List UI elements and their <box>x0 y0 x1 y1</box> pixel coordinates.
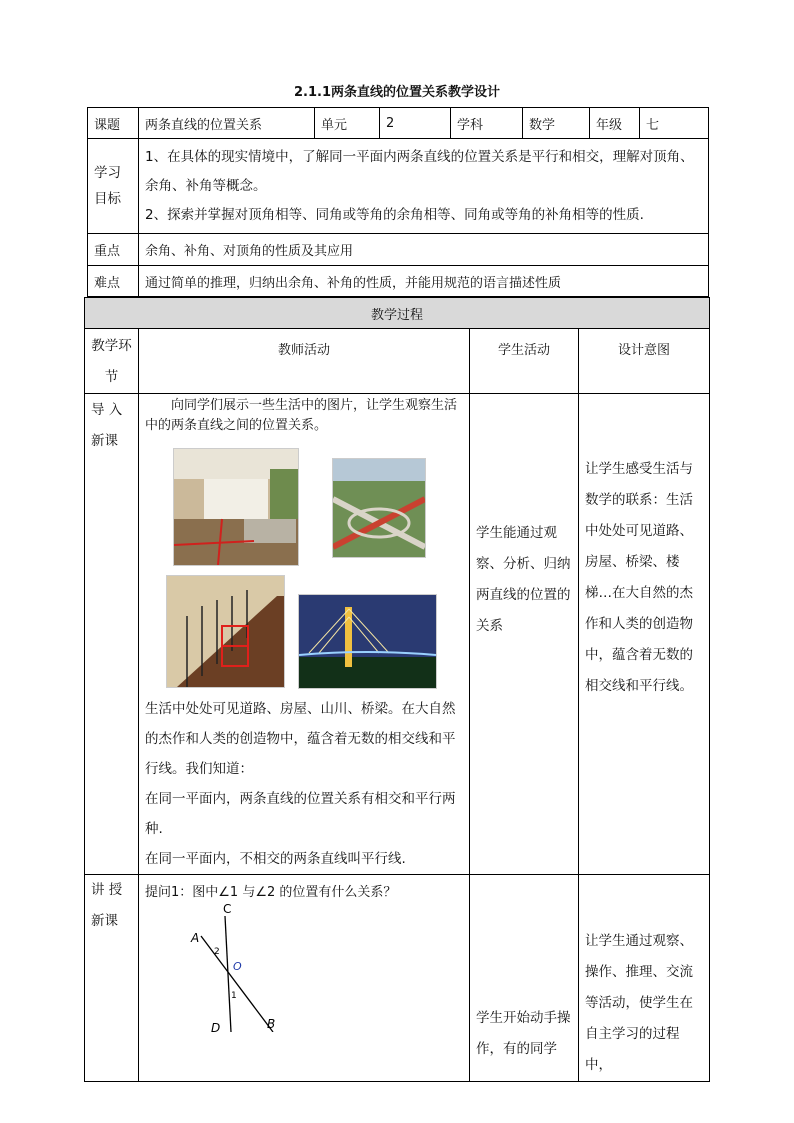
objectives-content <box>139 139 709 234</box>
info-table <box>87 107 709 297</box>
intro-stage: 导 入 新课 <box>85 394 139 875</box>
topic-label: 课题 <box>88 108 139 139</box>
process-header: 教学过程 <box>85 298 710 329</box>
col-teacher: 教师活动 <box>139 329 470 394</box>
col-design: 设计意图 <box>579 329 710 394</box>
lecture-teacher <box>139 875 470 1082</box>
label-a: A <box>191 931 200 945</box>
label-d: D <box>211 1021 221 1032</box>
label-o: O <box>233 960 242 973</box>
highway-interchange-photo <box>332 458 426 558</box>
grade-label: 年级 <box>590 108 640 139</box>
intro-paragraph-3: 在同一平面内，不相交的两条直线叫平行线. <box>145 851 406 867</box>
col-student: 学生活动 <box>470 329 579 394</box>
lecture-design: 让学生通过观察、操作、推理、交流等活动，使学生在自主学习的过程中， <box>579 875 710 1082</box>
process-table <box>84 297 710 1082</box>
intro-paragraph-1: 生活中处处可见道路、房屋、山川、桥梁。在大自然的杰作和人类的创造物中，蕴含着无数的相交线和平行线。我们知道： <box>145 701 456 777</box>
unit-label: 单元 <box>315 108 380 139</box>
document-title: 2.1.1两条直线的位置关系教学设计 <box>293 85 500 100</box>
intro-design: 让学生感受生活与数学的联系：生活中处处可见道路、房屋、桥梁、楼梯…在大自然的杰作和人类的创造物中，蕴含着无数的相交线和平行线。 <box>579 394 710 875</box>
subject-value: 数学 <box>523 108 590 139</box>
objective-2: 2、探索并掌握对顶角相等、同角或等角的余角相等、同角或等角的补角相等的性质. <box>145 207 644 223</box>
staircase-photo <box>166 575 285 688</box>
angle-figure <box>183 902 303 1032</box>
intro-teacher <box>139 394 470 875</box>
angle-1-label: 1 <box>231 991 237 1001</box>
angle-2-label: 2 <box>214 947 220 957</box>
living-room-photo <box>173 448 299 566</box>
intro-description: 向同学们展示一些生活中的图片，让学生观察生活中的两条直线之间的位置关系。 <box>145 398 458 433</box>
topic-value: 两条直线的位置关系 <box>139 108 315 139</box>
intro-student: 学生能通过观察、分析、归纳两直线的位置的关系 <box>470 394 579 875</box>
key-point-value: 余角、补角、对顶角的性质及其应用 <box>139 234 709 266</box>
lecture-question: 提问1：图中∠1 与∠2 的位置有什么关系？ <box>145 885 397 900</box>
difficulty-label: 难点 <box>88 266 139 297</box>
lecture-student: 学生开始动手操作，有的同学 <box>470 875 579 1082</box>
photo-gallery <box>145 436 463 694</box>
grade-value: 七 <box>640 108 709 139</box>
intro-paragraph-2: 在同一平面内，两条直线的位置关系有相交和平行两种. <box>145 791 456 837</box>
difficulty-value: 通过简单的推理，归纳出余角、补角的性质，并能用规范的语言描述性质 <box>139 266 709 297</box>
unit-value: 2 <box>380 108 451 139</box>
label-c: C <box>223 902 232 916</box>
subject-label: 学科 <box>451 108 523 139</box>
lecture-stage: 讲 授 新课 <box>85 875 139 1082</box>
objective-1: 1、在具体的现实情境中，了解同一平面内两条直线的位置关系是平行和相交，理解对顶角、余角、补角等概念。 <box>145 149 694 194</box>
col-stage: 教学环节 <box>85 329 139 394</box>
objectives-label: 学习目标 <box>88 139 139 234</box>
key-point-label: 重点 <box>88 234 139 266</box>
label-b: B <box>267 1017 276 1031</box>
bridge-night-photo <box>298 594 437 689</box>
